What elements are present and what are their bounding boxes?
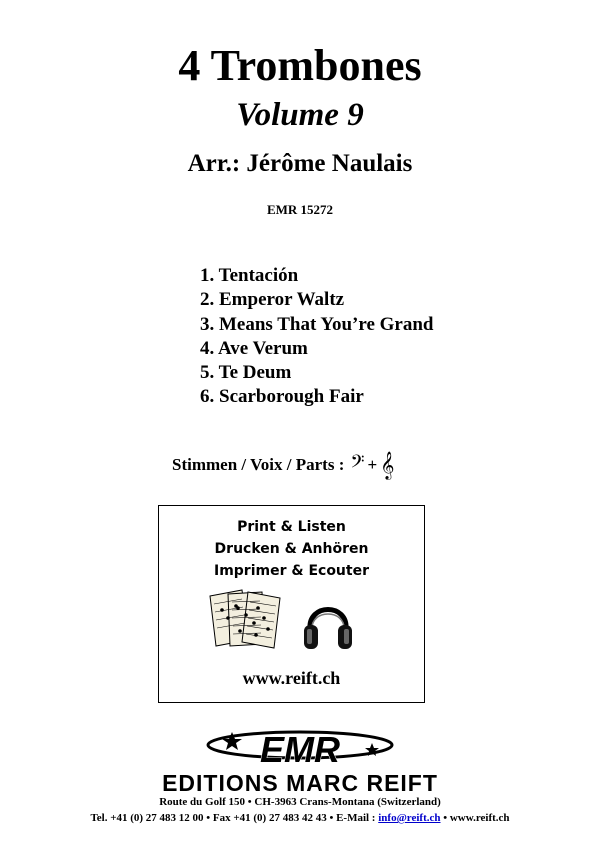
promo-line-english: Print & Listen	[237, 519, 346, 535]
piece-item: 2. Emperor Waltz	[200, 289, 345, 311]
parts-line	[172, 451, 395, 479]
publisher-contact	[0, 811, 600, 825]
parts-label: Stimmen / Voix / Parts :	[172, 455, 345, 474]
headphones-icon	[302, 595, 354, 651]
arranger-credit: Arr.: Jérôme Naulais	[187, 150, 413, 177]
print-listen-box	[158, 505, 425, 703]
contact-web: • www.reift.ch	[440, 812, 510, 824]
piece-item: 3. Means That You’re Grand	[200, 313, 434, 335]
promo-line-german: Drucken & Anhören	[214, 541, 369, 557]
piece-item: 4. Ave Verum	[200, 337, 308, 359]
piece-item: 6. Scarborough Fair	[200, 386, 364, 408]
bass-clef-icon: 𝄢	[350, 452, 365, 477]
publisher-address: Route du Golf 150 • CH-3963 Crans-Montana (Switzerland)	[159, 796, 441, 808]
piece-item: 1. Tentación	[200, 265, 299, 286]
catalog-number: EMR 15272	[266, 202, 334, 217]
publisher-name: EDITIONS MARC REIFT	[162, 770, 438, 795]
piece-item: 5. Te Deum	[200, 362, 292, 384]
promo-website[interactable]: www.reift.ch	[242, 668, 341, 688]
logo-emr-text: EMR	[260, 729, 340, 770]
piece-list	[200, 264, 433, 410]
sheet-music-icon	[208, 588, 288, 650]
email-link[interactable]: info@reift.ch	[378, 812, 441, 824]
plus-sign: +	[367, 455, 378, 474]
emr-logo	[150, 727, 450, 795]
volume-subtitle: Volume 9	[236, 97, 364, 133]
promo-line-french: Imprimer & Ecouter	[213, 563, 369, 579]
page-title: 4 Trombones	[178, 41, 422, 90]
treble-clef-icon: 𝄞	[380, 451, 395, 479]
contact-phone-fax: Tel. +41 (0) 27 483 12 00 • Fax +41 (0) 27 483 42 43 • E-Mail :	[90, 812, 379, 824]
